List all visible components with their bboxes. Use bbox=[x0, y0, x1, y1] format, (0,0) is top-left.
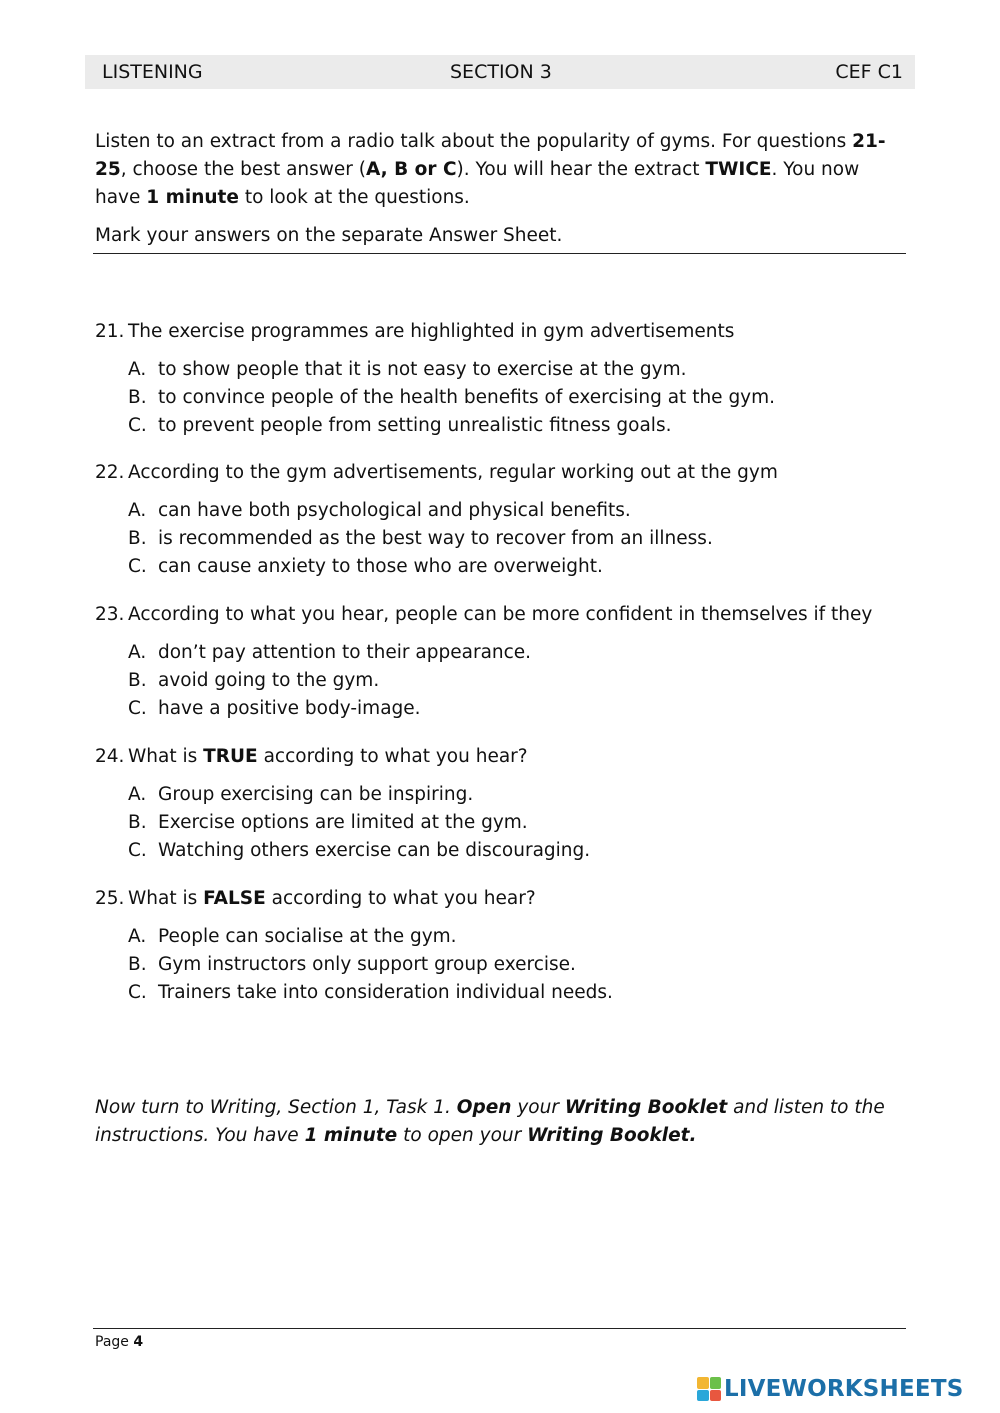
header-section-label: LISTENING bbox=[102, 61, 203, 83]
divider bbox=[93, 253, 906, 254]
question-25 bbox=[95, 885, 915, 1007]
question-22 bbox=[95, 459, 915, 581]
header-section-number: SECTION 3 bbox=[450, 61, 552, 83]
liveworksheets-brand[interactable] bbox=[697, 1376, 963, 1402]
transition-instruction: Now turn to Writing, Section 1, Task 1. Open your Writing Booklet and listen to the instructions. You have 1 minute to open your Writing Booklet. bbox=[95, 1097, 885, 1146]
answer-sheet-note: Mark your answers on the separate Answer Sheet. bbox=[95, 225, 563, 246]
question-stem: 25. What is FALSE according to what you hear? bbox=[95, 888, 536, 909]
option-b[interactable]: B. Gym instructors only support group exercise. bbox=[128, 954, 576, 975]
brand-name: LIVEWORKSHEETS bbox=[724, 1376, 964, 1402]
option-b[interactable]: B. avoid going to the gym. bbox=[128, 670, 380, 691]
header-bar bbox=[85, 55, 915, 89]
question-stem: 22. According to the gym advertisements, regular working out at the gym bbox=[95, 462, 778, 483]
option-c[interactable]: C. Watching others exercise can be discouraging. bbox=[128, 840, 591, 861]
option-a[interactable]: A. can have both psychological and physical benefits. bbox=[128, 500, 631, 521]
option-c[interactable]: C. have a positive body-image. bbox=[128, 698, 421, 719]
footer-divider bbox=[93, 1328, 906, 1329]
page-number: Page 4 bbox=[95, 1334, 144, 1350]
instructions-paragraph: Listen to an extract from a radio talk about the popularity of gyms. For questions 21-25, choose the best answer (A, B or C). You will hear the extract TWICE. You now have 1 minute to look at the questions. bbox=[95, 131, 886, 208]
option-c[interactable]: C. can cause anxiety to those who are overweight. bbox=[128, 556, 603, 577]
liveworksheets-logo-icon bbox=[697, 1377, 721, 1401]
question-24 bbox=[95, 743, 915, 865]
option-a[interactable]: A. People can socialise at the gym. bbox=[128, 926, 457, 947]
question-stem: 21. The exercise programmes are highlighted in gym advertisements bbox=[95, 321, 735, 342]
option-a[interactable]: A. to show people that it is not easy to exercise at the gym. bbox=[128, 359, 687, 380]
option-a[interactable]: A. Group exercising can be inspiring. bbox=[128, 784, 474, 805]
question-23 bbox=[95, 601, 915, 723]
option-a[interactable]: A. don’t pay attention to their appearance. bbox=[128, 642, 532, 663]
question-stem: 23. According to what you hear, people can be more confident in themselves if they bbox=[95, 604, 873, 625]
option-c[interactable]: C. to prevent people from setting unrealistic fitness goals. bbox=[128, 415, 672, 436]
header-level: CEF C1 bbox=[835, 61, 903, 83]
option-b[interactable]: B. Exercise options are limited at the gym. bbox=[128, 812, 528, 833]
option-c[interactable]: C. Trainers take into consideration individual needs. bbox=[128, 982, 613, 1003]
option-b[interactable]: B. to convince people of the health benefits of exercising at the gym. bbox=[128, 387, 776, 408]
option-b[interactable]: B. is recommended as the best way to recover from an illness. bbox=[128, 528, 713, 549]
instructions bbox=[95, 128, 910, 250]
question-stem: 24. What is TRUE according to what you hear? bbox=[95, 746, 528, 767]
question-21 bbox=[95, 318, 915, 440]
